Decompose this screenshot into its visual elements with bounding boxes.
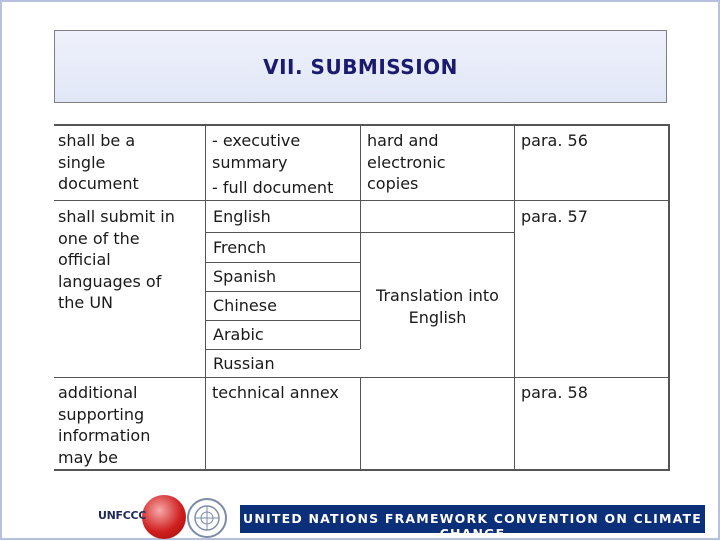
lang-chinese: Chinese	[213, 296, 277, 315]
cell-r2-c3: Translation into English	[376, 286, 499, 327]
cell-r1-c2b: - full document	[212, 178, 334, 197]
cell-r2-c4: para. 57	[521, 207, 588, 226]
lang-arabic: Arabic	[213, 325, 264, 344]
un-emblem-icon	[186, 497, 228, 539]
cell-r3-c4: para. 58	[521, 383, 588, 402]
lang-russian: Russian	[213, 354, 275, 373]
lang-english: English	[213, 207, 271, 226]
unfccc-logo	[96, 495, 192, 539]
cell-r2-c1: shall submit in one of the official languages of the UN	[58, 207, 175, 312]
cell-r3-c2: technical annex	[212, 383, 339, 402]
logo-text: UNFCCC	[98, 509, 147, 522]
cell-r1-c4: para. 56	[521, 131, 588, 150]
footer-band	[240, 505, 705, 541]
globe-icon	[142, 495, 186, 539]
cell-r3-c1: additional supporting information may be	[58, 383, 151, 467]
lang-french: French	[213, 238, 267, 257]
title-box	[54, 30, 667, 103]
cell-r1-c1: shall be a single document	[58, 131, 139, 193]
cell-r1-c3: hard and electronic copies	[367, 131, 446, 193]
slide-title: VII. SUBMISSION	[263, 54, 458, 79]
cell-r1-c2a: - executive summary	[212, 131, 301, 172]
footer-text: UNITED NATIONS FRAMEWORK CONVENTION ON CLIMATE CHANGE	[243, 511, 702, 541]
lang-spanish: Spanish	[213, 267, 277, 286]
